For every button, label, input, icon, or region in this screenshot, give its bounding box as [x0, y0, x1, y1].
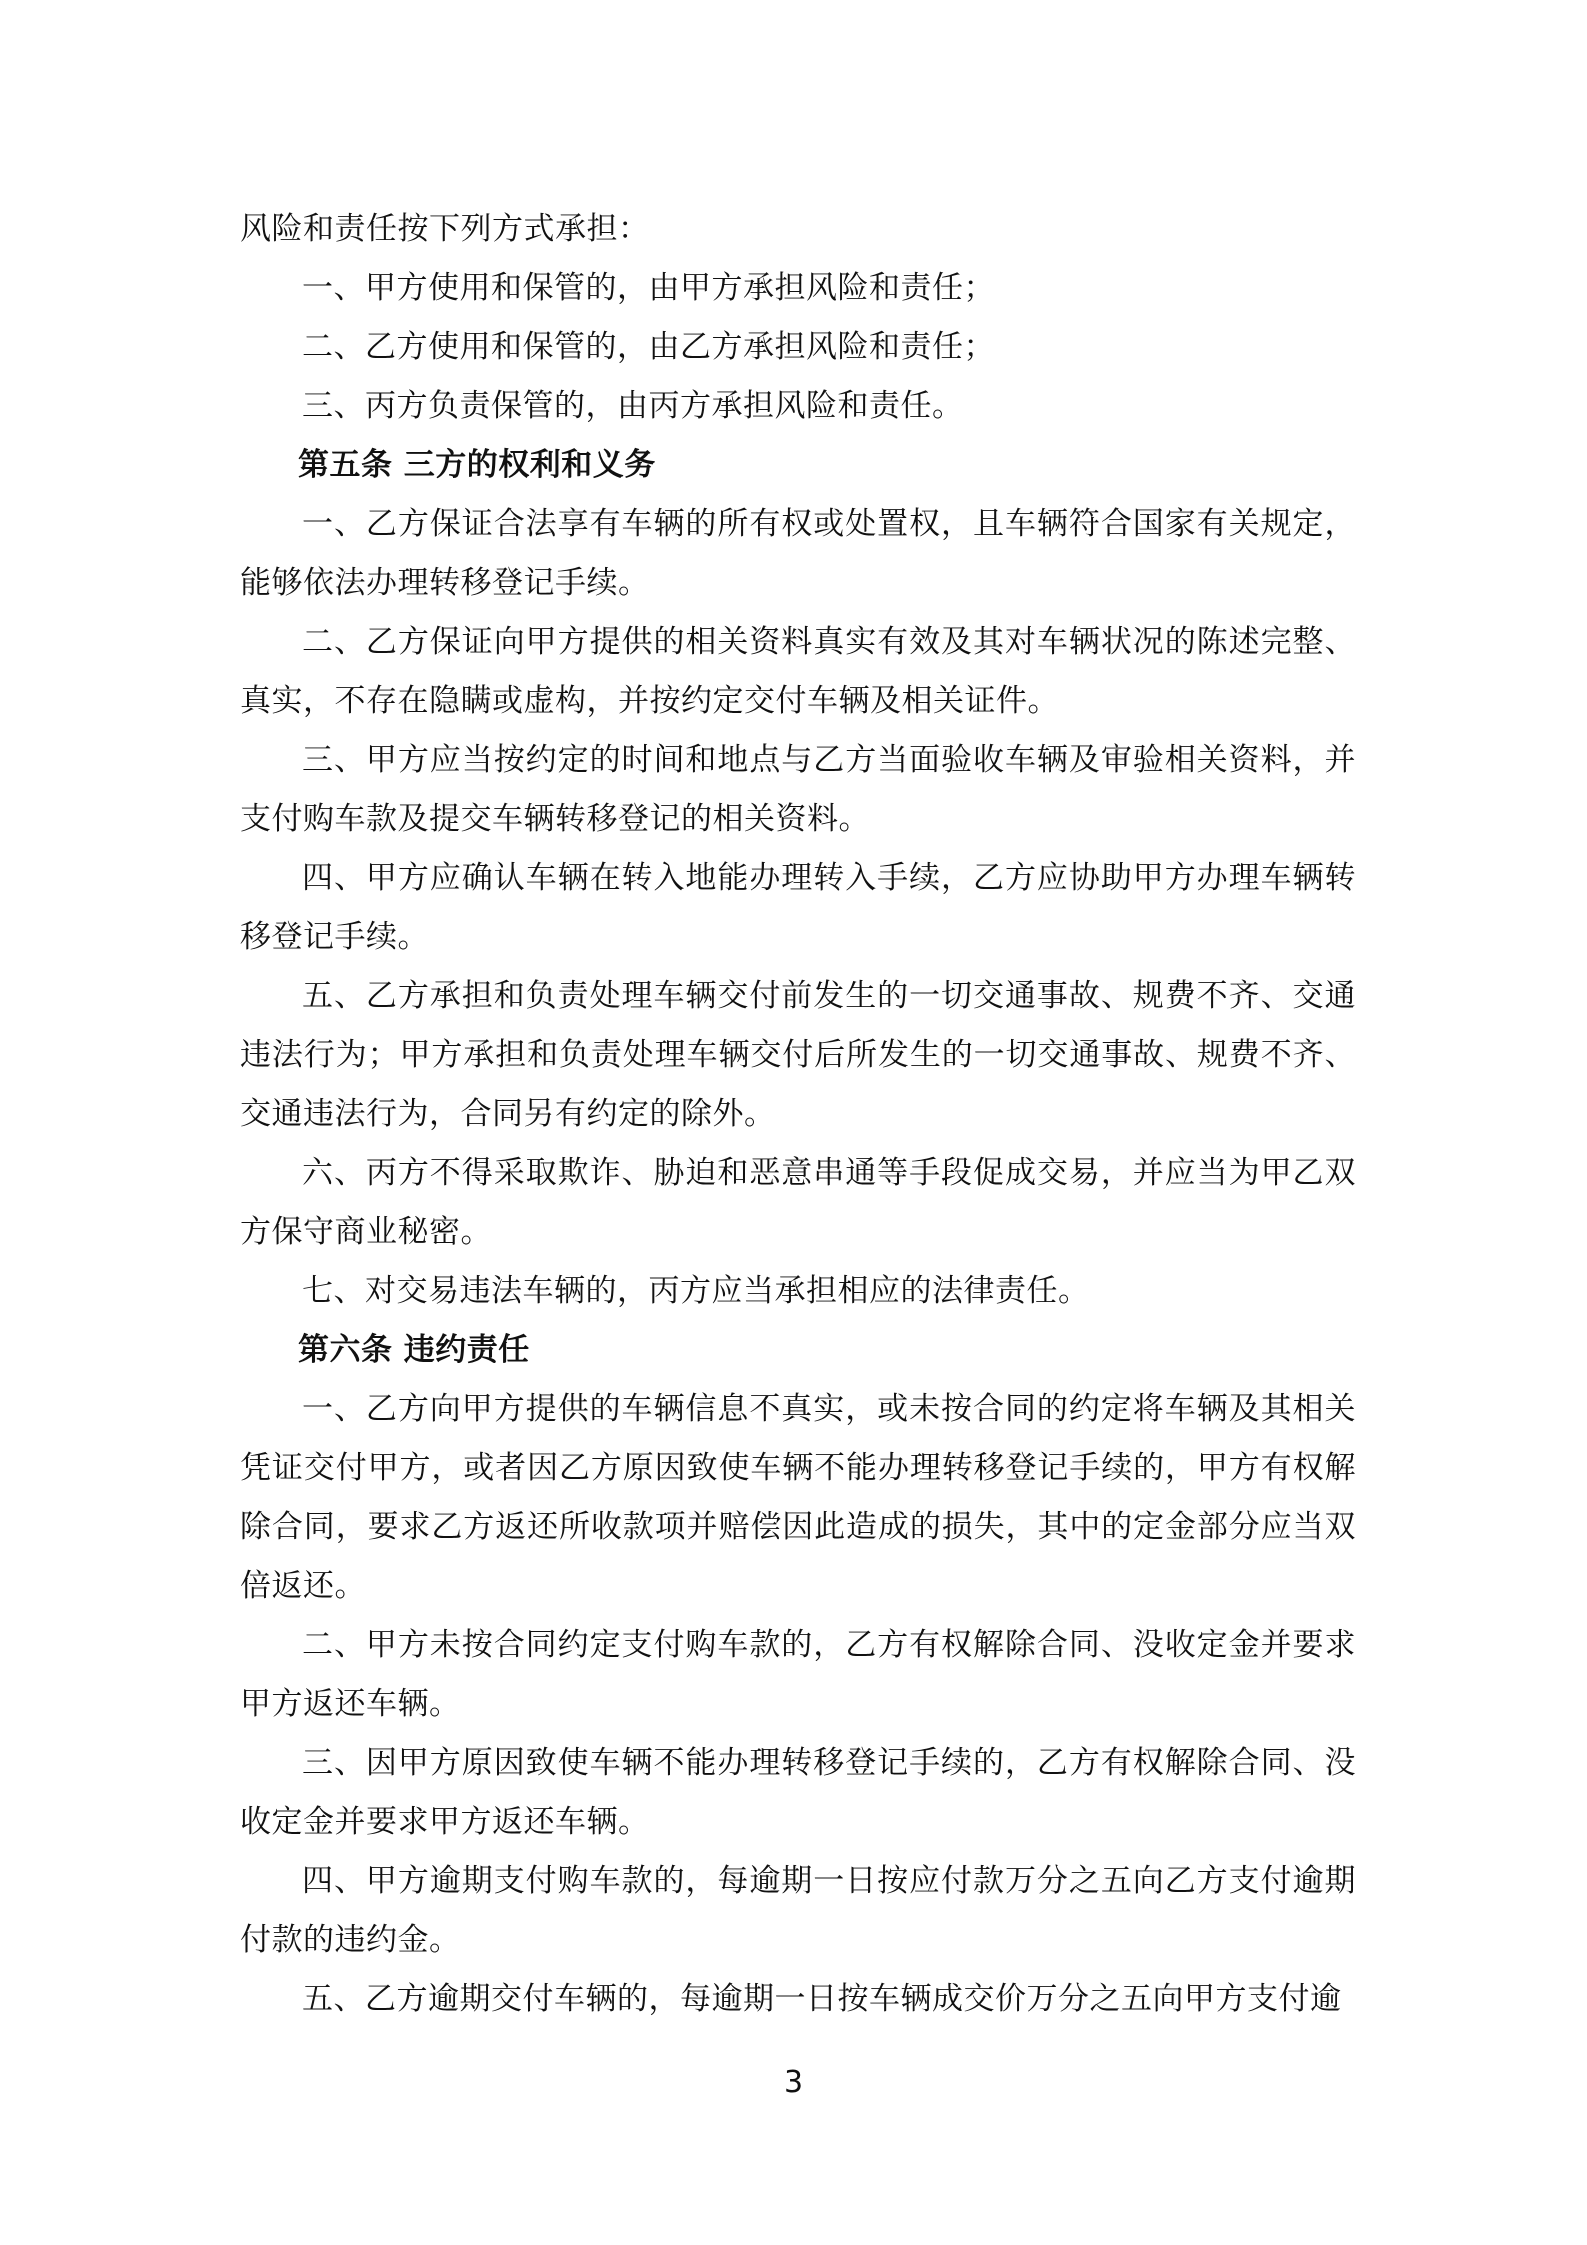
paragraph-article6-1: 一、乙方向甲方提供的车辆信息不真实，或未按合同的约定将车辆及其相关凭证交付甲方，或者因乙方原因致使车辆不能办理转移登记手续的，甲方有权解除合同，要求乙方返还所收款项并赔偿因此造成的损失，其中的定金部分应当双倍返还。 — [240, 1391, 1356, 1604]
paragraph-article5-5: 五、乙方承担和负责处理车辆交付前发生的一切交通事故、规费不齐、交通违法行为；甲方承担和负责处理车辆交付后所发生的一切交通事故、规费不齐、交通违法行为，合同另有约定的除外。 — [240, 978, 1356, 1132]
paragraph-article5-6: 六、丙方不得采取欺诈、胁迫和恶意串通等手段促成交易，并应当为甲乙双方保守商业秘密。 — [240, 1155, 1356, 1250]
paragraph-risk-intro: 风险和责任按下列方式承担： — [240, 211, 650, 247]
paragraph-article6-5: 五、乙方逾期交付车辆的，每逾期一日按车辆成交价万分之五向甲方支付逾 — [302, 1981, 1342, 2017]
page-number: 3 — [783, 2065, 804, 2100]
paragraph-article5-2: 二、乙方保证向甲方提供的相关资料真实有效及其对车辆状况的陈述完整、真实，不存在隐瞒或虚构，并按约定交付车辆及相关证件。 — [240, 624, 1356, 719]
paragraph-risk-3: 三、丙方负责保管的，由丙方承担风险和责任。 — [302, 388, 964, 424]
paragraph-article5-1: 一、乙方保证合法享有车辆的所有权或处置权，且车辆符合国家有关规定，能够依法办理转移登记手续。 — [240, 506, 1356, 601]
paragraph-article5-7: 七、对交易违法车辆的，丙方应当承担相应的法律责任。 — [302, 1273, 1090, 1309]
paragraph-risk-2: 二、乙方使用和保管的，由乙方承担风险和责任； — [302, 329, 995, 365]
document-body — [240, 200, 1356, 2029]
paragraph-risk-1: 一、甲方使用和保管的，由甲方承担风险和责任； — [302, 270, 995, 306]
heading-article-5: 第五条 三方的权利和义务 — [298, 447, 656, 483]
paragraph-article6-2: 二、甲方未按合同约定支付购车款的，乙方有权解除合同、没收定金并要求甲方返还车辆。 — [240, 1627, 1356, 1722]
paragraph-article6-3: 三、因甲方原因致使车辆不能办理转移登记手续的，乙方有权解除合同、没收定金并要求甲方返还车辆。 — [240, 1745, 1356, 1840]
paragraph-article5-3: 三、甲方应当按约定的时间和地点与乙方当面验收车辆及审验相关资料，并支付购车款及提交车辆转移登记的相关资料。 — [240, 742, 1356, 837]
heading-article-6: 第六条 违约责任 — [298, 1332, 530, 1368]
paragraph-article5-4: 四、甲方应确认车辆在转入地能办理转入手续，乙方应协助甲方办理车辆转移登记手续。 — [240, 860, 1356, 955]
paragraph-article6-4: 四、甲方逾期支付购车款的，每逾期一日按应付款万分之五向乙方支付逾期付款的违约金。 — [240, 1863, 1356, 1958]
